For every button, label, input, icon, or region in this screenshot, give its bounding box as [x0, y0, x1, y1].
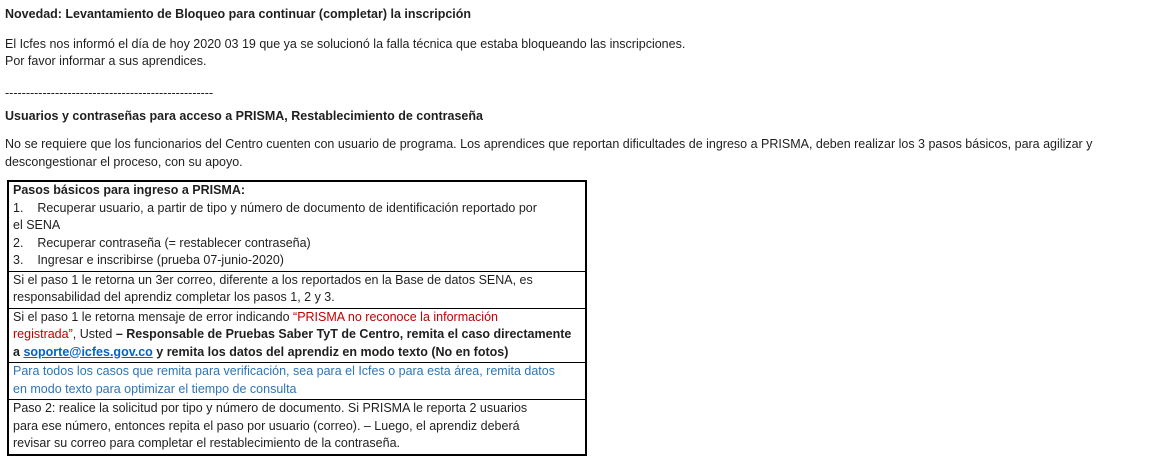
heading-usuarios-contrasenas: Usuarios y contraseñas para acceso a PRISMA, Restablecimiento de contraseña	[5, 108, 483, 123]
text-run: Por favor informar a sus aprendices.	[5, 54, 207, 68]
text-run: responsabilidad del aprendiz completar los pasos 1, 2 y 3.	[13, 290, 335, 304]
text-run: Para todos los casos que remita para verificación, sea para el Icfes o para esta área, remita datos	[13, 364, 555, 378]
paragraph-no-se-requiere	[5, 136, 1149, 171]
cell-pasos-basicos	[8, 181, 586, 271]
text-line	[13, 400, 583, 418]
text-run: No se requiere que los funcionarios del Centro cuenten con usuario de programa. Los aprendices que reportan dificultades de ingreso a PRISMA, deben realizar los 3 pasos básicos, para agilizar y	[5, 137, 1093, 151]
text-line	[13, 272, 583, 290]
cell-paso-2	[8, 400, 586, 455]
table-row	[8, 400, 586, 455]
text-line	[5, 154, 1149, 172]
text-run: – Responsable de Pruebas Saber TyT de Centro, remita el caso directamente	[115, 327, 572, 341]
text-run: Paso 2: realice la solicitud por tipo y número de documento. Si PRISMA le reporta 2 usuarios	[13, 401, 528, 415]
table-row	[8, 363, 586, 400]
text-line	[5, 36, 1149, 54]
text-line	[13, 289, 583, 307]
text-run: descongestionar el proceso, con su apoyo.	[5, 154, 243, 169]
text-run: el SENA	[13, 218, 61, 232]
text-line	[5, 53, 1149, 71]
text-run: , Usted	[72, 327, 116, 341]
text-run: El Icfes nos informó el día de hoy 2020 03 19 que ya se solucionó la falla técnica que estaba bloqueando las inscripciones.	[5, 36, 686, 51]
text-run: Si el paso 1 le retorna un 3er correo, diferente a los reportados en la Base de datos SENA, es	[13, 272, 533, 287]
cell-casos-verificacion	[8, 363, 586, 400]
text-run: para ese número, entonces repita el paso por usuario (correo). – Luego, el aprendiz deberá	[13, 418, 520, 433]
text-run: Pasos básicos para ingreso a PRISMA:	[13, 183, 246, 197]
cell-mensaje-error	[8, 308, 586, 363]
text-run: 2. Recuperar contraseña (= restablecer contraseña)	[13, 235, 311, 250]
text-run: Si el paso 1 le retorna mensaje de error indicando	[13, 309, 294, 324]
text-line	[13, 326, 583, 344]
email-link[interactable]: soporte@icfes.gov.co	[23, 344, 153, 359]
text-line	[13, 344, 583, 362]
text-run: revisar su correo para completar el restablecimiento de la contraseña.	[13, 436, 400, 450]
paragraph-icfes-info	[5, 36, 1149, 71]
steps-table-body	[8, 181, 586, 455]
steps-table	[7, 180, 587, 456]
heading-novedad: Novedad: Levantamiento de Bloqueo para continuar (completar) la inscripción	[5, 7, 472, 21]
table-row	[8, 308, 586, 363]
text-line	[13, 200, 583, 218]
text-run: 1. Recuperar usuario, a partir de tipo y número de documento de identificación reportado por	[13, 200, 537, 215]
text-line	[13, 418, 583, 436]
text-line	[13, 381, 583, 399]
text-run: registrada”	[13, 327, 73, 341]
text-line	[13, 252, 583, 270]
cell-tercer-correo	[8, 271, 586, 308]
table-row	[8, 271, 586, 308]
table-row	[8, 181, 586, 271]
text-line	[13, 309, 583, 327]
text-line	[13, 363, 583, 381]
text-run: “PRISMA no reconoce la información	[293, 309, 498, 324]
text-line	[5, 136, 1149, 154]
text-line	[13, 182, 583, 200]
text-line	[13, 435, 583, 453]
dashed-separator: --------------------------------------------------	[5, 86, 214, 100]
text-line	[13, 235, 583, 253]
text-run: a	[13, 344, 24, 359]
text-line	[13, 217, 583, 235]
text-run: en modo texto para optimizar el tiempo de consulta	[13, 381, 297, 396]
text-run: y remita los datos del aprendiz en modo texto (No en fotos)	[152, 344, 509, 359]
text-run: 3. Ingresar e inscribirse (prueba 07-junio-2020)	[13, 253, 284, 267]
